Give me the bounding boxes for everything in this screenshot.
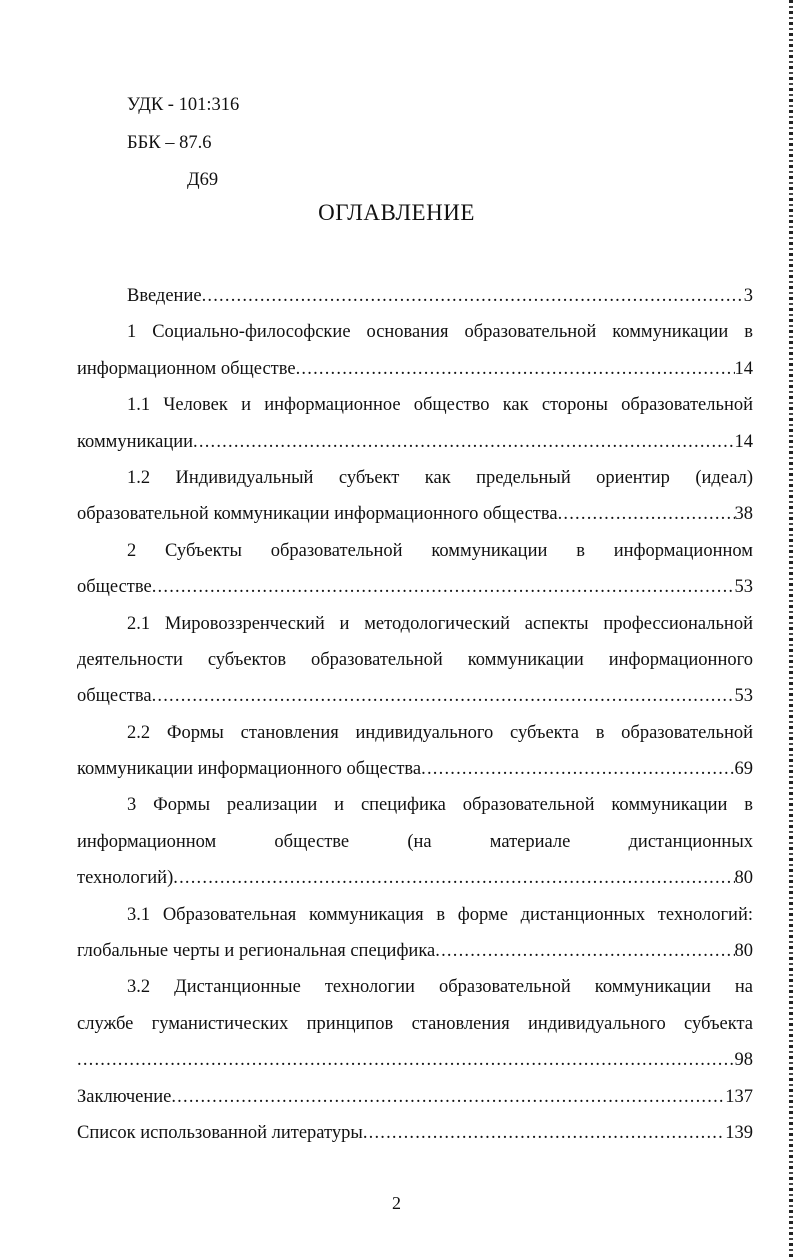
toc-entry-leader-line bbox=[77, 678, 753, 714]
toc-entry bbox=[77, 969, 753, 1078]
toc-entry-text: общества bbox=[77, 686, 152, 707]
toc-page-number: 14 bbox=[734, 358, 753, 379]
toc-entry-leader-line bbox=[77, 1042, 753, 1078]
toc-entry-leader-line bbox=[77, 933, 753, 969]
toc-entry-leader-line bbox=[77, 1115, 753, 1151]
author-mark: Д69 bbox=[187, 170, 219, 190]
toc-entry-leader-line bbox=[77, 424, 753, 460]
toc-entry-text: 1.2 Индивидуальный субъект как предельный ориентир (идеал) bbox=[127, 467, 753, 488]
toc-entry-text: коммуникации информационного общества bbox=[77, 759, 422, 780]
toc-entry bbox=[77, 715, 753, 788]
toc-page-number: 80 bbox=[734, 868, 753, 889]
dot-leader bbox=[202, 278, 744, 314]
toc-entry-text: образовательной коммуникации информационного общества bbox=[77, 504, 558, 525]
toc-entry bbox=[77, 387, 753, 460]
page-title: ОГЛАВЛЕНИЕ bbox=[318, 200, 475, 225]
toc-entry-text: службе гуманистических принципов становления индивидуального субъекта bbox=[77, 1013, 753, 1034]
dot-leader bbox=[193, 424, 734, 460]
toc-entry-text: технологий) bbox=[77, 868, 174, 889]
toc-entry-text: Заключение bbox=[77, 1086, 172, 1107]
dot-leader bbox=[152, 678, 735, 714]
toc-entry-text: 2.1 Мировоззренческий и методологический аспекты профессиональной bbox=[127, 613, 753, 634]
dot-leader bbox=[558, 496, 735, 532]
toc-entry-text: 3 Формы реализации и специфика образовательной коммуникации в bbox=[127, 795, 753, 816]
page-number: 2 bbox=[392, 1193, 401, 1213]
toc-entry-leader-line bbox=[77, 278, 753, 314]
toc-entry-leader-line bbox=[77, 860, 753, 896]
toc-page-number: 53 bbox=[734, 686, 753, 707]
toc-entry-text: обществе bbox=[77, 577, 152, 598]
scan-edge-artifact bbox=[789, 0, 793, 1258]
toc-entry-text: информационном обществе (на материале дистанционных bbox=[77, 831, 753, 852]
toc-entry bbox=[77, 460, 753, 533]
toc-entry-text: коммуникации bbox=[77, 431, 194, 452]
toc-entry bbox=[77, 533, 753, 606]
toc-page-number: 137 bbox=[725, 1086, 753, 1107]
toc-entry-text: 2 Субъекты образовательной коммуникации в информационном bbox=[127, 540, 753, 561]
toc-entry-leader-line bbox=[77, 1079, 753, 1115]
dot-leader bbox=[171, 1079, 725, 1115]
toc-entry-text: Список использованной литературы bbox=[77, 1122, 363, 1143]
toc-entry-text: 1.1 Человек и информационное общество как стороны образовательной bbox=[127, 395, 753, 416]
toc-entry bbox=[77, 278, 753, 314]
toc-page-number: 38 bbox=[734, 504, 753, 525]
dot-leader bbox=[363, 1115, 725, 1151]
toc-entry-leader-line bbox=[77, 496, 753, 532]
table-of-contents bbox=[77, 278, 753, 1151]
dot-leader bbox=[296, 351, 735, 387]
toc-entry-text: 3.1 Образовательная коммуникация в форме дистанционных технологий: bbox=[127, 904, 753, 925]
toc-page-number: 53 bbox=[734, 577, 753, 598]
toc-entry-leader-line bbox=[77, 569, 753, 605]
toc-entry-text: 3.2 Дистанционные технологии образовательной коммуникации на bbox=[127, 977, 753, 998]
toc-page-number: 3 bbox=[743, 286, 753, 306]
toc-page-number: 80 bbox=[734, 941, 753, 962]
bbk-code: ББК – 87.6 bbox=[127, 133, 212, 153]
udk-code: УДК - 101:316 bbox=[127, 95, 240, 115]
toc-entry bbox=[77, 606, 753, 715]
toc-entry-text: Введение bbox=[127, 286, 202, 306]
toc-entry-text: информационном обществе bbox=[77, 358, 296, 379]
toc-entry-text: 1 Социально-философские основания образовательной коммуникации в bbox=[127, 322, 753, 343]
toc-entry-leader-line bbox=[77, 351, 753, 387]
toc-page-number: 98 bbox=[734, 1050, 753, 1071]
toc-entry bbox=[77, 1115, 753, 1151]
toc-page-number: 139 bbox=[725, 1122, 753, 1143]
dot-leader bbox=[152, 569, 735, 605]
toc-entry-text: деятельности субъектов образовательной коммуникации информационного bbox=[77, 649, 753, 670]
toc-page-number: 69 bbox=[734, 759, 753, 780]
dot-leader bbox=[77, 1042, 735, 1078]
toc-entry-text: глобальные черты и региональная специфика bbox=[77, 941, 436, 962]
dot-leader bbox=[435, 933, 734, 969]
toc-entry bbox=[77, 787, 753, 896]
toc-entry bbox=[77, 314, 753, 387]
toc-entry-leader-line bbox=[77, 751, 753, 787]
toc-entry bbox=[77, 897, 753, 970]
toc-entry-text: 2.2 Формы становления индивидуального субъекта в образовательной bbox=[127, 722, 753, 743]
dot-leader bbox=[173, 860, 734, 896]
toc-page-number: 14 bbox=[734, 431, 753, 452]
dot-leader bbox=[421, 751, 734, 787]
toc-entry bbox=[77, 1079, 753, 1115]
